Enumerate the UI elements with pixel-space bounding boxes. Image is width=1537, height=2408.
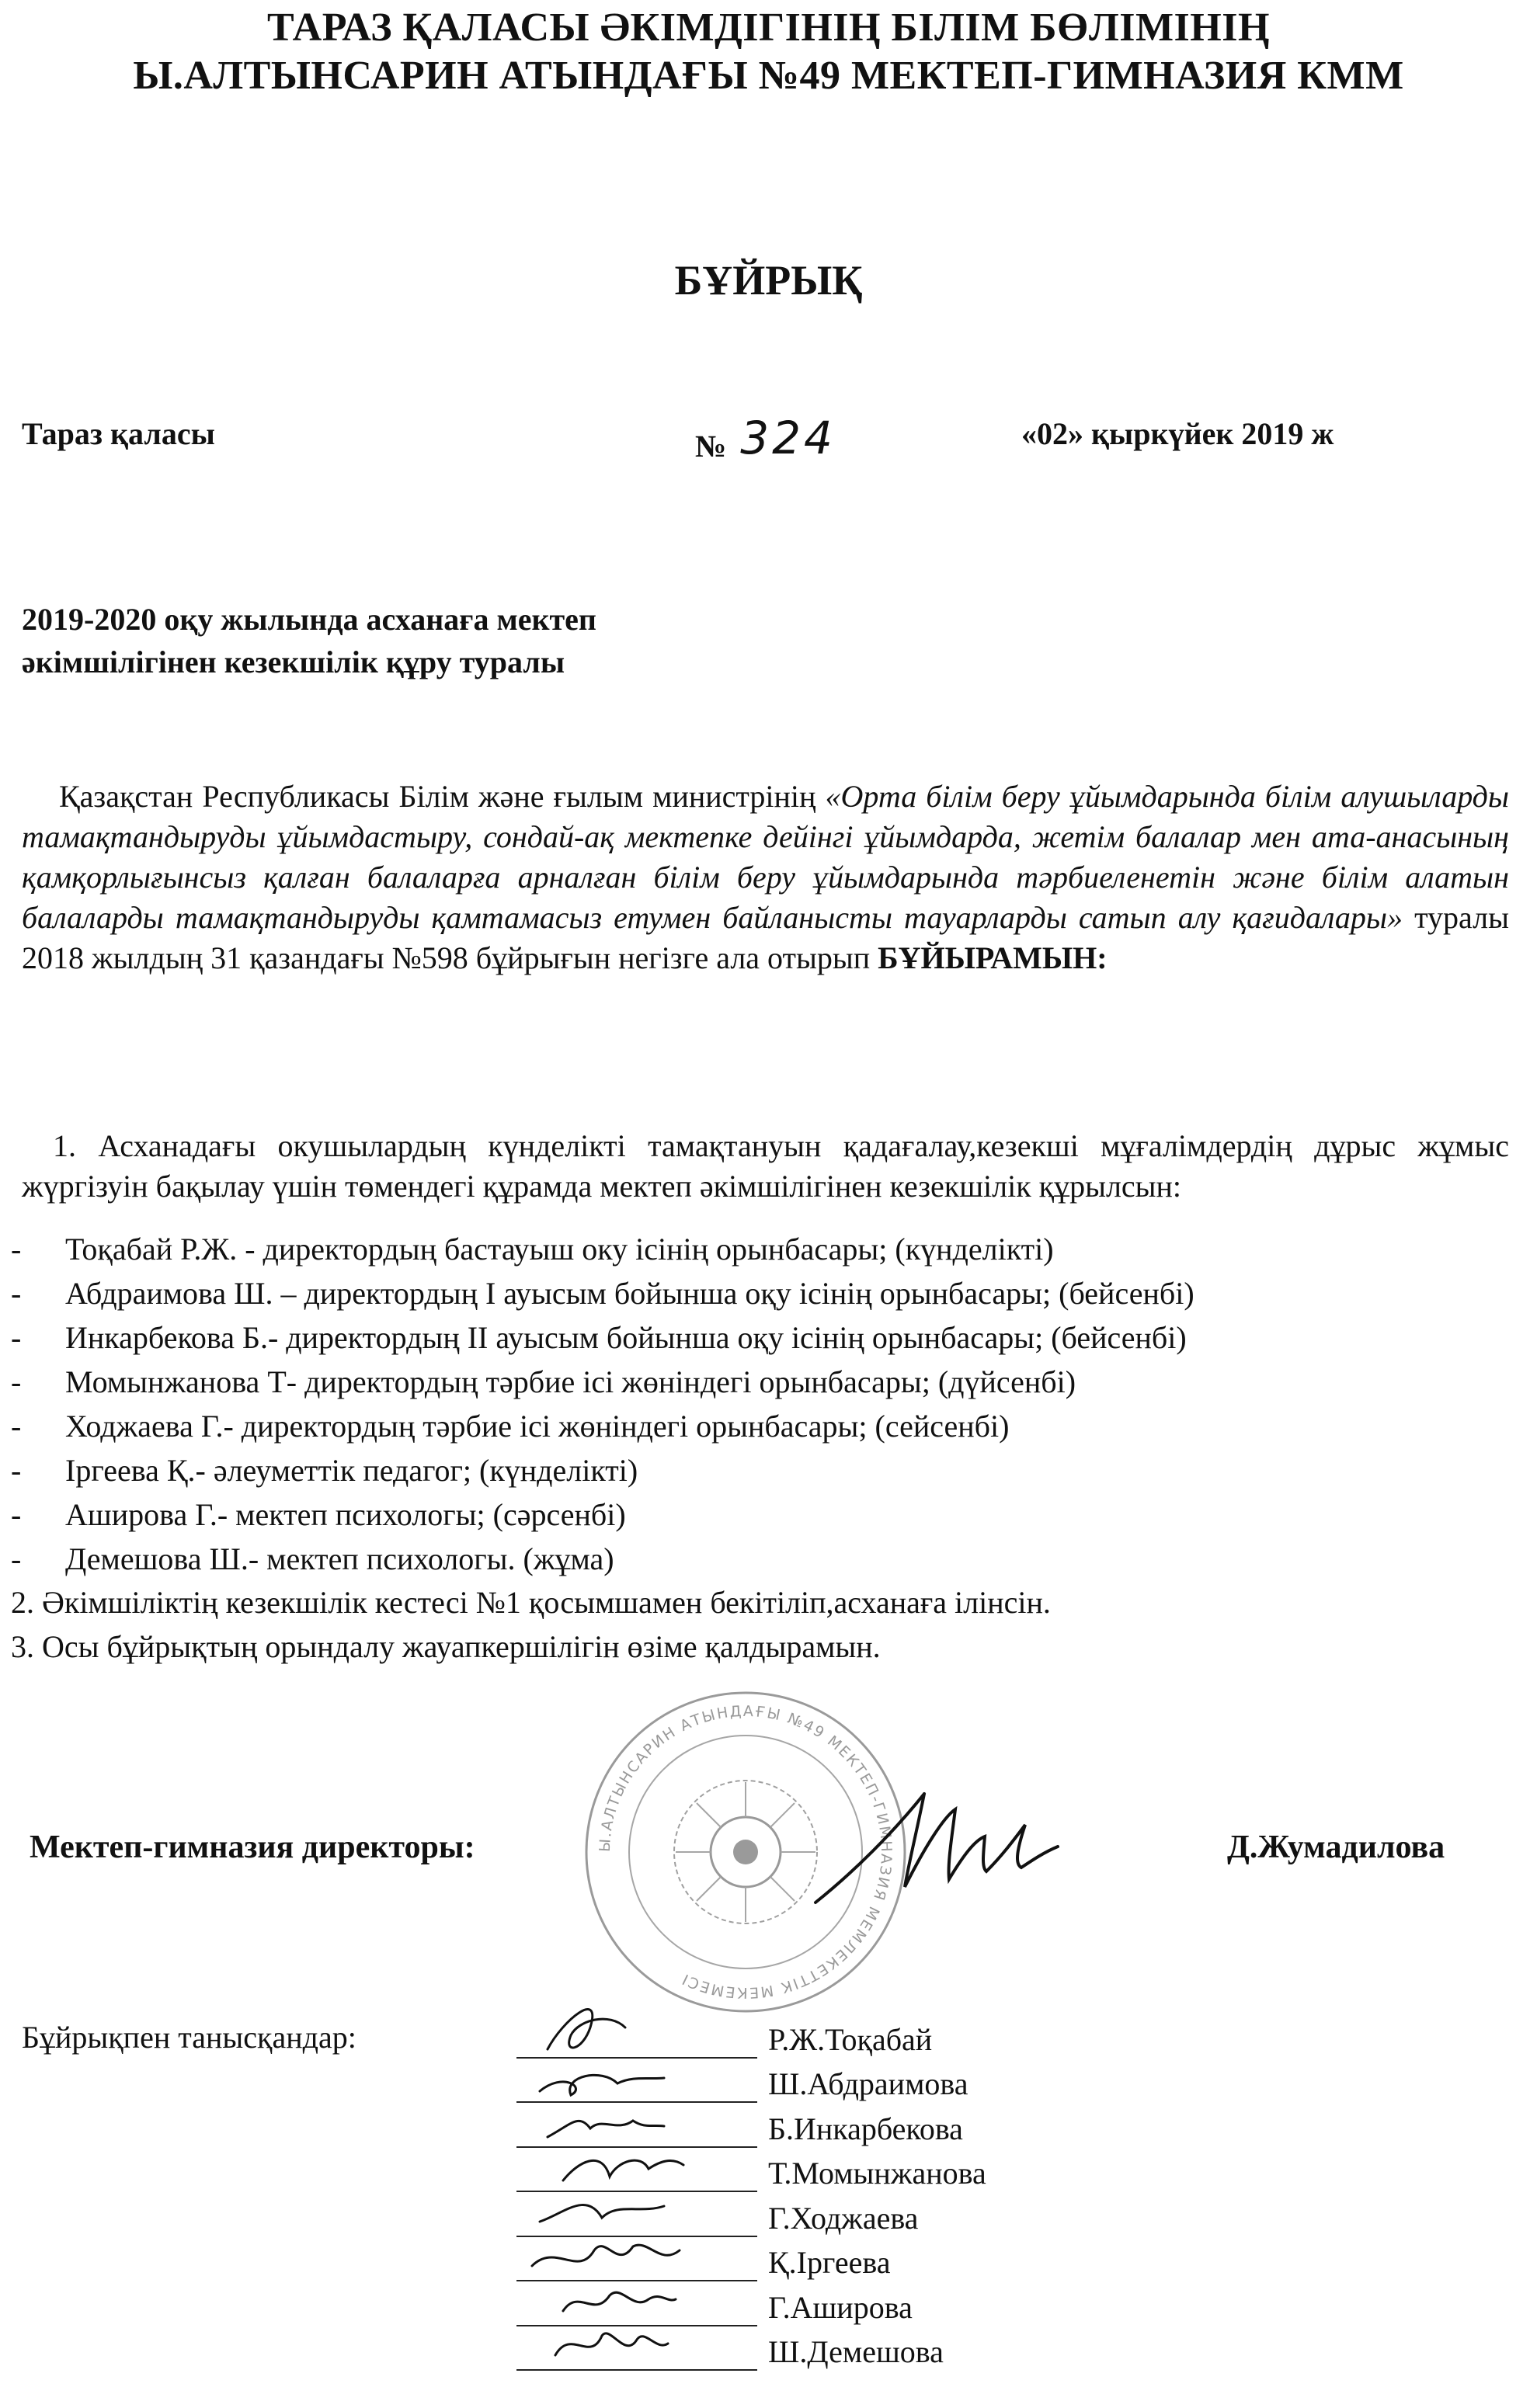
handwritten-signature	[516, 2020, 749, 2059]
acknowledgement-name: Р.Ж.Тоқабай	[768, 2021, 933, 2057]
director-name: Д.Жумадилова	[1227, 1829, 1445, 1865]
acknowledgement-row	[516, 2103, 1107, 2148]
acknowledgement-name: Т.Момынжанова	[768, 2156, 986, 2191]
handwritten-signature	[516, 2153, 749, 2192]
acknowledgement-row	[516, 2059, 1107, 2104]
acknowledgement-name: Ш.Абдраимова	[768, 2066, 968, 2101]
acknowledgement-name: Қ.Іргеева	[768, 2245, 891, 2280]
duty-list-item	[11, 1271, 1518, 1315]
acknowledgement-row	[516, 2326, 1107, 2372]
signature-line	[516, 2250, 757, 2281]
signature-line	[516, 2295, 757, 2326]
org-header-line-1: ТАРАЗ ҚАЛАСЫ ӘКІМДІГІНІҢ БІЛІМ БӨЛІМІНІҢ	[267, 5, 1270, 50]
preamble-intro: Қазақстан Республикасы Білім және ғылым министрінің	[59, 779, 826, 814]
list-dash: -	[11, 1453, 22, 1488]
order-item-2: 2. Әкімшіліктің кезекшілік кестесі №1 қосымшамен бекітіліп,асханаға ілінсін.	[11, 1585, 1051, 1620]
list-dash: -	[11, 1232, 22, 1267]
list-dash: -	[11, 1541, 22, 1576]
order-items-2-3	[11, 1580, 1518, 1669]
list-dash: -	[11, 1364, 22, 1399]
signature-line	[516, 2072, 757, 2103]
acknowledgement-label: Бұйрықпен танысқандар:	[22, 2020, 356, 2055]
signature-line	[516, 2206, 757, 2237]
duty-list-text: Аширова Г.- мектеп психологы; (сәрсенбі)	[65, 1497, 626, 1532]
acknowledgement-row	[516, 2192, 1107, 2237]
order-item-1: 1. Асханадағы окушылардың күнделікті тамақтануын қадағалау,кезекші мұғалімдердің дұрыс жұмыс жүргізуін бақылау үшін төмендегі құрамда мектеп әкімшілігінен кезекшілік құрылсын:	[22, 1128, 1509, 1204]
number-label: №	[695, 429, 727, 464]
duty-list-text: Тоқабай Р.Ж. - директордың бастауыш оку ісінің орынбасары; (күнделікті)	[65, 1232, 1054, 1267]
duty-list-item	[11, 1448, 1518, 1492]
acknowledgement-list	[516, 2014, 1107, 2371]
handwritten-signature	[516, 2243, 749, 2281]
subject-line-1: 2019-2020 оқу жылында асханаға мектеп	[22, 602, 596, 637]
acknowledgement-row	[516, 2148, 1107, 2193]
duty-list-text: Инкарбекова Б.- директордың ІІ ауысым бойынша оқу ісінің орынбасары; (бейсенбі)	[65, 1320, 1187, 1355]
list-dash: -	[11, 1497, 22, 1532]
handwritten-signature	[516, 2109, 749, 2148]
subject-line-2: әкімшілігінен кезекшілік құру туралы	[22, 645, 565, 679]
preamble-rest: туралы 2018 жылдың 31 қазандағы №598 бұйрығын негізге ала отырып	[22, 900, 1509, 975]
acknowledgement-row	[516, 2237, 1107, 2282]
signature-line	[516, 2117, 757, 2148]
document-title: БҰЙРЫҚ	[674, 257, 863, 304]
handwritten-number: 324	[740, 412, 836, 464]
order-item-3: 3. Осы бұйрықтың орындалу жауапкершілігін өзіме қалдырамын.	[11, 1629, 881, 1664]
signature-line	[516, 2028, 757, 2059]
duty-list-item	[11, 1360, 1518, 1404]
acknowledgement-row	[516, 2281, 1107, 2326]
duty-list-text: Демешова Ш.- мектеп психологы. (жұма)	[65, 1541, 614, 1576]
duty-list	[11, 1227, 1518, 1581]
preamble-order-word: БҰЙЫРАМЫН:	[878, 940, 1108, 975]
handwritten-signature	[516, 2198, 749, 2237]
handwritten-signature	[516, 2332, 749, 2371]
duty-list-item	[11, 1227, 1518, 1271]
preamble-rules-title: «Орта білім беру ұйымдарында білім алушыларды тамақтандыруды ұйымдастыру, сондай-ақ мектепке дейінгі ұйымдарда, жетім балалар мен ата-анасының қамқорлығынсыз қалған балаларға арналған білім беру ұйымдарында тәрбиеленетін және білім алатын балаларды тамақтандыруды қамтамасыз етумен байланысты тауарларды сатып алу қағидалары»	[22, 779, 1509, 935]
preamble	[22, 777, 1509, 978]
duty-list-text: Момынжанова Т- директордың тәрбие ісі жөніндегі орынбасары; (дүйсенбі)	[65, 1364, 1076, 1399]
order-date: «02» қыркүйек 2019 ж	[1021, 416, 1334, 451]
acknowledgement-name: Б.Инкарбекова	[768, 2111, 963, 2146]
handwritten-signature	[516, 2288, 749, 2326]
duty-list-item	[11, 1537, 1518, 1581]
director-title: Мектеп-гимназия директоры:	[30, 1829, 475, 1865]
stamp-text: Ы.АЛТЫНСАРИН АТЫНДАҒЫ №49 МЕКТЕП-ГИМНАЗИЯ МЕМЛЕКЕТТІК МЕКЕМЕСІ	[596, 1702, 895, 2002]
order-number	[695, 412, 836, 464]
order-subject	[22, 598, 596, 683]
list-dash: -	[11, 1276, 22, 1311]
list-dash: -	[11, 1409, 22, 1444]
acknowledgement-row	[516, 2014, 1107, 2059]
duty-list-text: Іргеева Қ.- әлеуметтік педагог; (күнделікті)	[65, 1453, 638, 1488]
duty-list-item	[11, 1404, 1518, 1448]
acknowledgement-name: Г.Ходжаева	[768, 2200, 919, 2236]
signature-line	[516, 2161, 757, 2192]
org-header-line-2: Ы.АЛТЫНСАРИН АТЫНДАҒЫ №49 МЕКТЕП-ГИМНАЗИЯ КММ	[133, 54, 1404, 98]
acknowledgement-name: Г.Аширова	[768, 2289, 913, 2325]
director-signature	[808, 1763, 1064, 1910]
duty-list-text: Ходжаева Г.- директордың тәрбие ісі жөніндегі орынбасары; (сейсенбі)	[65, 1409, 1010, 1444]
list-dash: -	[11, 1320, 22, 1355]
acknowledgement-name: Ш.Демешова	[768, 2334, 944, 2369]
duty-list-text: Абдраимова Ш. – директордың І ауысым бойынша оқу ісінің орынбасары; (бейсенбі)	[65, 1276, 1194, 1311]
city: Тараз қаласы	[22, 416, 215, 451]
signature-line	[516, 2340, 757, 2371]
duty-list-item	[11, 1492, 1518, 1537]
handwritten-signature	[516, 2064, 749, 2103]
duty-list-item	[11, 1315, 1518, 1360]
